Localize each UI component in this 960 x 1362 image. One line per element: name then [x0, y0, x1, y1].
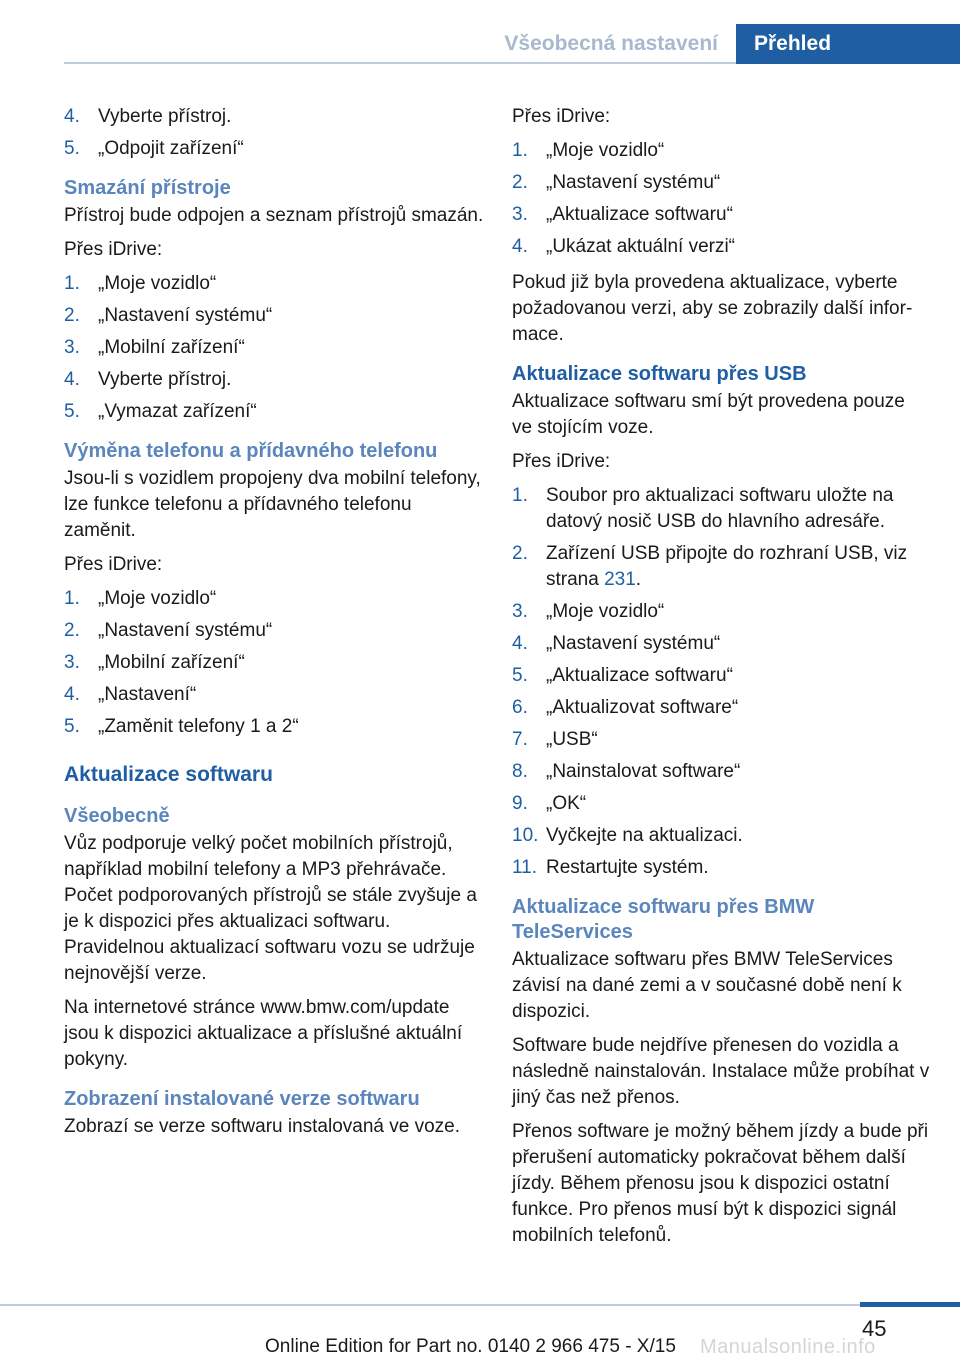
footer-rule [0, 1304, 960, 1306]
list-item: 11. Restartujte systém. [512, 857, 709, 878]
list-item: 2. „Nastavení systému“ [64, 620, 273, 641]
list-item: 4. „Nastavení“ [64, 684, 197, 705]
header-section-title: Všeobecná nastavení [504, 32, 718, 55]
heading-teleservices-update: Aktualizace softwaru přes BMW TeleServices [512, 896, 815, 943]
general-text: Vůz podporuje velký počet mobilních přístrojů, například mobilní telefony a MP3 přehrávače. Počet podporovaných přístrojů se stále zvyšuje a je k dispozici přes aktualizaci softwaru. Pravidelnou aktualizací softwaru vozu se udržuje nejnovější verze. [64, 833, 477, 984]
list-item: 4. Vyberte přístroj. [64, 369, 232, 390]
list-item: 3. „Moje vozidlo“ [512, 601, 665, 622]
list-item: 3. „Mobilní zařízení“ [64, 652, 245, 673]
heading-usb-update: Aktualizace softwaru přes USB [512, 363, 807, 385]
via-idrive: Přes iDrive: [64, 239, 163, 260]
teleservices-p3: Přenos software je možný během jízdy a bude při přerušení automaticky pokračovat během další jízdy. Během přenosu jsou k dispozici ostatní funkce. Pro přenos musí být k dispozici signál mobilních telefonů. [512, 1121, 929, 1246]
list-item: 2. „Nastavení systému“ [512, 172, 721, 193]
usb-steps [512, 483, 930, 881]
list-item: 2. Zařízení USB připojte do rozhraní USB, viz strana 231. [512, 543, 908, 590]
swap-steps [64, 586, 484, 740]
via-idrive: Přes iDrive: [512, 106, 611, 127]
version-note: Pokud již byla provedena aktualizace, vyberte požadovanou verzi, aby se zobrazily další informace. [512, 272, 913, 345]
list-item: 1. „Moje vozidlo“ [512, 140, 665, 161]
list-item: 1. „Moje vozidlo“ [64, 273, 217, 294]
header-current-tab: Přehled [736, 24, 960, 64]
page-number: 45 [862, 1316, 887, 1341]
right-column [512, 102, 930, 1257]
left-column [64, 102, 484, 1148]
via-idrive: Přes iDrive: [64, 554, 163, 575]
list-item: 10. Vyčkejte na aktualizaci. [512, 825, 743, 846]
list-item: 5. „Zaměnit telefony 1 a 2“ [64, 716, 299, 737]
list-item: 5. „Vymazat zařízení“ [64, 401, 257, 422]
delete-steps [64, 271, 484, 425]
footer-tab-marker [860, 1302, 960, 1307]
intro-steps [64, 104, 484, 162]
list-item: 4. „Nastavení systému“ [512, 633, 721, 654]
via-idrive: Přes iDrive: [512, 451, 611, 472]
list-item: 4. „Ukázat aktuální verzi“ [512, 236, 736, 257]
swap-text: Jsou-li s vozidlem propojeny dva mobilní telefony, lze funkce telefonu a přídavného telefonu zaměnit. [64, 468, 481, 541]
heading-installed-version: Zobrazení instalované verze softwaru [64, 1088, 420, 1110]
teleservices-p1: Aktualizace softwaru přes BMW TeleServices závisí na dané zemi a v současné době není k dispozici. [512, 949, 902, 1022]
list-item: 6. „Aktualizovat software“ [512, 697, 739, 718]
list-item: 1. „Moje vozidlo“ [64, 588, 217, 609]
heading-delete-device: Smazání přístroje [64, 177, 231, 199]
list-item: 5. „Odpojit zařízení“ [64, 138, 244, 159]
page-link[interactable]: 231 [604, 569, 636, 590]
usb-text: Aktualizace softwaru smí být provedena pouze ve stojícím voze. [512, 391, 905, 438]
watermark: Manualsonline.info [700, 1336, 876, 1358]
list-item: 9. „OK“ [512, 793, 587, 814]
list-item: 5. „Aktualizace softwaru“ [512, 665, 733, 686]
version-steps [512, 138, 930, 260]
teleservices-p2: Software bude nejdříve přenesen do vozidla a následně nainstalován. Instalace může probíhat v jiný čas než přenos. [512, 1035, 930, 1108]
list-item: 4. Vyberte přístroj. [64, 106, 232, 127]
list-item: 2. „Nastavení systému“ [64, 305, 273, 326]
list-item: 3. „Mobilní zařízení“ [64, 337, 245, 358]
heading-software-update: Aktualizace softwaru [64, 763, 273, 786]
list-item: 7. „USB“ [512, 729, 598, 750]
list-item: 1. Soubor pro aktualizaci softwaru uložte na datový nosič USB do hlavního adresáře. [512, 485, 894, 532]
heading-swap-phones: Výměna telefonu a přídavného telefonu [64, 440, 438, 462]
version-text: Zobrazí se verze softwaru instalovaná ve voze. [64, 1116, 461, 1137]
heading-general: Všeobecně [64, 805, 170, 827]
list-item: 3. „Aktualizace softwaru“ [512, 204, 733, 225]
web-text: Na internetové stránce www.bmw.com/update jsou k dispozici aktualizace a příslušné aktuální pokyny. [64, 997, 463, 1070]
edition-text: Online Edition for Part no. 0140 2 966 475 - X/15 [265, 1336, 676, 1357]
list-item: 8. „Nainstalovat software“ [512, 761, 741, 782]
delete-text: Přístroj bude odpojen a seznam přístrojů smazán. [64, 205, 484, 226]
